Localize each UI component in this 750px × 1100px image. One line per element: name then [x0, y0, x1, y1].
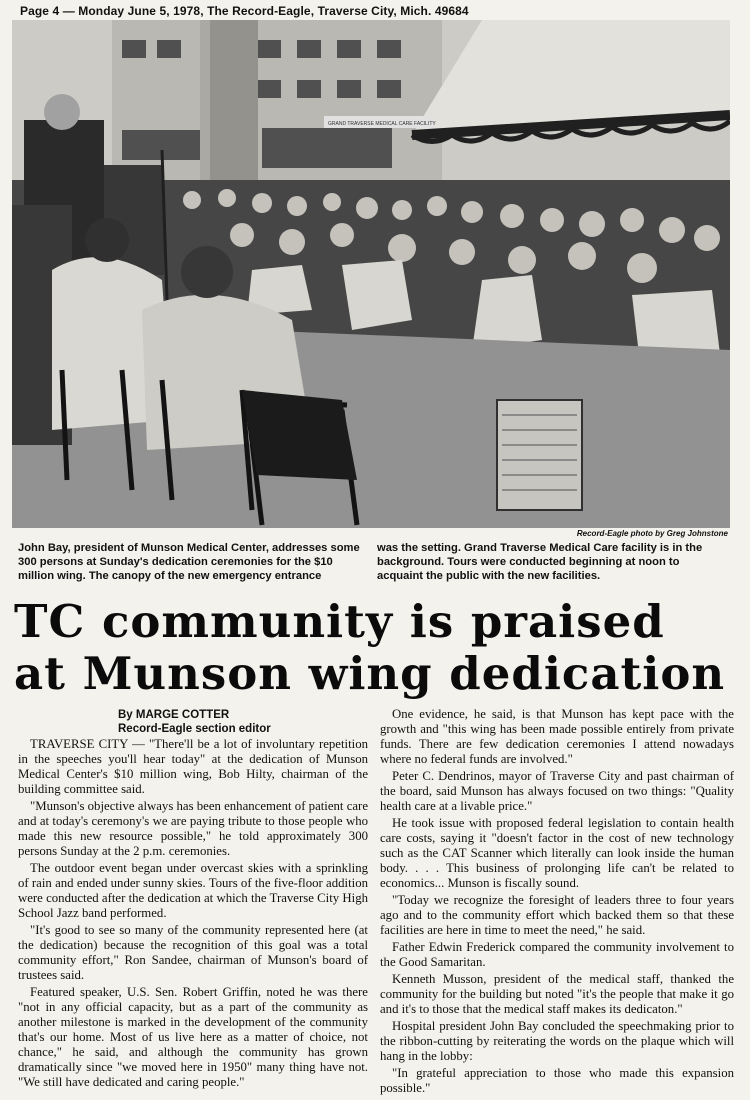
- paragraph: TRAVERSE CITY — "There'll be a lot of involuntary repetition in the speeches you'll hear today" at the dedication of Munson Medical Center's $10 million wing, Bob Hilty, chairman of the building committee said.: [18, 737, 368, 796]
- article-column-left: [18, 737, 368, 1092]
- paragraph: Father Edwin Frederick compared the community involvement to the Good Samaritan.: [380, 940, 734, 969]
- paragraph: He took issue with proposed federal legislation to contain health care costs, saying it "doesn't factor in the cost of new technology such as the CAT Scanner which literally can look inside the human body. . . . This business of prolonging life can't be related to economics... Munson is fiscally sound.: [380, 816, 734, 890]
- paragraph: "It's good to see so many of the community represented here (at the dedication) because the recognition of this goal was a total community effort," Ron Sandee, chairman of Munson's board of trustees said.: [18, 923, 368, 982]
- headline-line-1: TC community is praised: [14, 595, 665, 648]
- photo-credit: Record-Eagle photo by Greg Johnstone: [576, 529, 728, 538]
- paragraph: Hospital president John Bay concluded the speechmaking prior to the ribbon-cutting by reiterating the words on the plaque which will hang in the lobby:: [380, 1019, 734, 1063]
- byline-title: Record-Eagle section editor: [118, 723, 271, 735]
- paragraph: "In grateful appreciation to those who made this expansion possible.": [380, 1066, 734, 1095]
- paragraph: One evidence, he said, is that Munson has kept pace with the growth and "this wing has been made possible entirely from private funds. There are few dedication ceremonies I attend nowadays where no federal funds are involved.": [380, 707, 734, 766]
- dedication-photo: [12, 20, 730, 528]
- paragraph: "Today we recognize the foresight of leaders three to four years ago and to the community effort which backed them so that these facilities are here in time to meet the need," he said.: [380, 893, 734, 937]
- headline-line-2: at Munson wing dedication: [14, 647, 726, 700]
- byline-author: By MARGE COTTER: [118, 709, 230, 721]
- photo-caption-right: was the setting. Grand Traverse Medical Care facility is in the background. Tours were conducted beginning at noon to acquaint the public with the new facilities.: [377, 542, 703, 582]
- photo-caption-left: John Bay, president of Munson Medical Center, addresses some 300 persons at Sunday's dedication ceremonies for the $10 million wing. The canopy of the new emergency entrance: [18, 542, 360, 582]
- paragraph: "Munson's objective always has been enhancement of patient care and at today's ceremony's we are paying tribute to those people who made this new resource possible," he told approximately 300 persons Sunday at the 2 p.m. ceremonies.: [18, 799, 368, 858]
- paragraph: Kenneth Musson, president of the medical staff, thanked the community for the building but noted "it's the people that make it go and it's to those that the medical staff makes its dedicaton.": [380, 972, 734, 1016]
- building-sign: GRAND TRAVERSE MEDICAL CARE FACILITY: [328, 121, 436, 127]
- paragraph: Peter C. Dendrinos, mayor of Traverse City and past chairman of the board, said Munson has always focused on two things: "Quality health care at a livable price.": [380, 769, 734, 813]
- byline: [118, 708, 368, 736]
- headline: [14, 596, 739, 700]
- page-folio: Page 4 — Monday June 5, 1978, The Record-Eagle, Traverse City, Mich. 49684: [20, 4, 469, 18]
- paragraph: Featured speaker, U.S. Sen. Robert Griffin, noted he was there "not in any official capacity, but as a part of the community as another milestone is marked in the development of the community that's our home. Most of us live here as a matter of choice, not chance," he said, and although the community has grown dramatically since "we moved here in 1950" many thing have not. "We still have dedicated and caring people.": [18, 985, 368, 1089]
- paragraph: The outdoor event began under overcast skies with a sprinkling of rain and ended under sunny skies. Tours of the five-floor addition were conducted after the dedication at which the Traverse City High School Jazz band performed.: [18, 861, 368, 920]
- article-column-right: [380, 707, 734, 1098]
